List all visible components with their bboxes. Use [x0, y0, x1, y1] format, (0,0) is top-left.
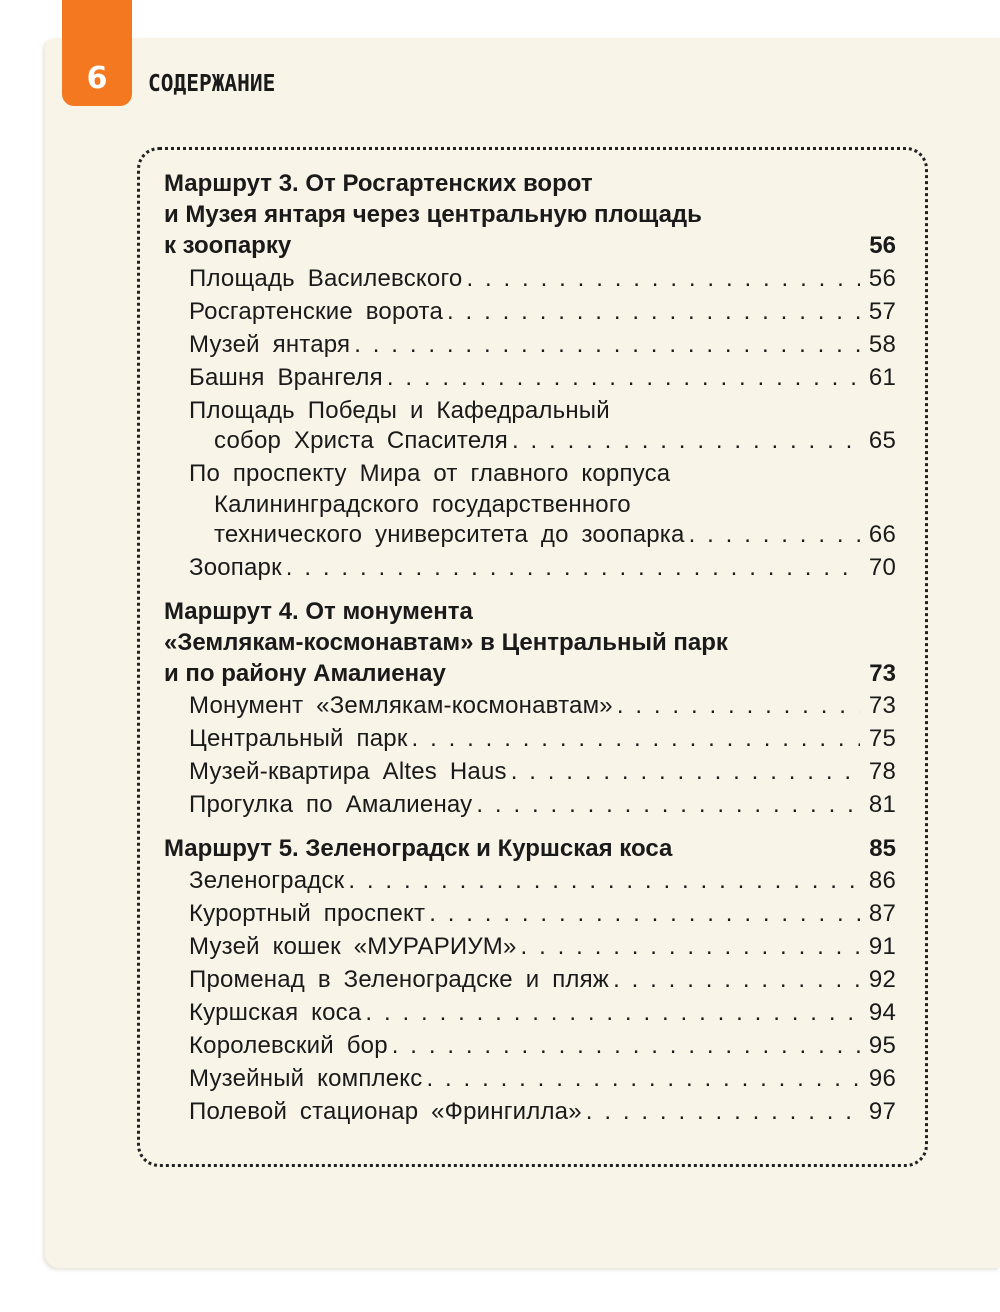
toc-entry-title: Променад в Зеленоградске и пляж	[189, 966, 610, 993]
toc-entry-title: Музейный комплекс	[189, 1065, 423, 1092]
route-title-line: Маршрут 4. От монумента	[164, 597, 473, 625]
route-heading[interactable]	[164, 168, 896, 261]
toc-entry-row	[189, 1064, 896, 1095]
toc-entry-title: Полевой стационар «Фрингилла»	[189, 1098, 582, 1125]
toc-entry-page: 73	[868, 692, 896, 719]
toc-entry-page: 94	[868, 999, 896, 1026]
route-title-line: и по району Амалиенау	[164, 659, 446, 687]
section-title: СОДЕРЖАНИЕ	[148, 71, 276, 97]
toc-entry-row	[189, 790, 896, 821]
route-title-line: Маршрут 5. Зеленоградск и Куршская коса	[164, 834, 673, 862]
toc-entry-page: 57	[868, 297, 896, 325]
toc-entry-title: Прогулка по Амалиенау	[189, 791, 473, 818]
toc-entry-title: Площадь Василевского	[189, 264, 463, 292]
route-title-line: «Землякам-космонавтам» в Центральный парк	[164, 628, 728, 656]
toc-entry-row	[189, 691, 896, 722]
route-page-number: 73	[869, 659, 896, 687]
toc-entry-page: 91	[868, 933, 896, 960]
toc-entry-title: Центральный парк	[189, 725, 408, 752]
toc-entry-row	[189, 866, 896, 897]
dot-leader	[466, 264, 860, 295]
toc-entry[interactable]	[164, 724, 896, 755]
toc-entry-title: Музей-квартира Altes Haus	[189, 758, 507, 785]
toc-entry-page: 95	[868, 1032, 896, 1059]
toc-entry-title: Росгартенские ворота	[189, 297, 444, 325]
toc-entry-title: Курортный проспект	[189, 900, 426, 927]
toc-entry-title: технического университета до зоопарка	[214, 521, 685, 548]
toc-entry[interactable]	[164, 297, 896, 328]
route-title-line: и Музея янтаря через центральную площадь	[164, 201, 702, 228]
page-number: 6	[86, 61, 108, 96]
dot-leader	[286, 553, 860, 584]
toc-entry-row	[189, 330, 896, 361]
dot-leader	[447, 297, 860, 328]
dot-leader	[617, 691, 860, 722]
toc-entry-title: собор Христа Спасителя	[214, 427, 508, 454]
dot-leader	[412, 724, 860, 755]
dot-leader	[689, 520, 860, 551]
toc-entry[interactable]	[164, 691, 896, 722]
route-page-number: 56	[869, 232, 896, 259]
toc-entry-row	[189, 426, 896, 457]
dot-leader	[348, 866, 860, 897]
toc-entry-line: Площадь Победы и Кафедральный	[189, 396, 610, 424]
route-gap	[164, 584, 896, 596]
dot-leader	[521, 932, 860, 963]
toc-entry[interactable]	[164, 998, 896, 1029]
toc-entry-row	[189, 932, 896, 963]
dot-leader	[426, 1064, 860, 1095]
toc-entry[interactable]	[164, 866, 896, 897]
dot-leader	[365, 998, 860, 1029]
dot-leader	[429, 899, 860, 930]
dot-leader	[586, 1097, 860, 1128]
toc-entry-row	[189, 965, 896, 996]
toc-entry-page: 61	[868, 363, 896, 391]
toc-entry-title: Зеленоградск	[189, 867, 345, 894]
toc-entry-row	[189, 363, 896, 394]
toc-entry-row	[189, 757, 896, 788]
toc-entry-page: 65	[868, 427, 896, 454]
toc-entry[interactable]	[164, 459, 896, 551]
toc-entry-row	[189, 264, 896, 295]
toc-entry-line: По проспекту Мира от главного корпуса	[189, 460, 671, 487]
toc-entry[interactable]	[164, 264, 896, 295]
toc-entry-row	[189, 724, 896, 755]
toc-entry-row	[189, 1031, 896, 1062]
toc-entry-row	[189, 1097, 896, 1128]
toc-entry-page: 70	[868, 554, 896, 581]
dot-leader	[511, 757, 860, 788]
page-number-tab	[62, 0, 132, 106]
toc-entry-page: 97	[868, 1098, 896, 1125]
toc-entry[interactable]	[164, 553, 896, 584]
toc-entry-title: Монумент «Землякам-космонавтам»	[189, 692, 613, 719]
toc-entry-row	[189, 520, 896, 551]
toc-entry[interactable]	[164, 330, 896, 361]
toc-entry[interactable]	[164, 396, 896, 457]
toc-entry[interactable]	[164, 932, 896, 963]
toc-entry-title: Королевский бор	[189, 1032, 388, 1059]
toc-entry[interactable]	[164, 965, 896, 996]
table-of-contents	[164, 168, 896, 1128]
toc-entry-row	[189, 998, 896, 1029]
toc-entry-page: 58	[868, 330, 896, 358]
toc-entry-page: 81	[868, 791, 896, 818]
toc-entry-page: 92	[868, 966, 896, 993]
toc-entry-page: 66	[868, 521, 896, 548]
toc-entry-title: Музей янтаря	[189, 330, 351, 358]
toc-entry[interactable]	[164, 1031, 896, 1062]
route-heading[interactable]	[164, 596, 896, 689]
dot-leader	[392, 1031, 860, 1062]
toc-entry[interactable]	[164, 790, 896, 821]
toc-entry[interactable]	[164, 1097, 896, 1128]
toc-entry[interactable]	[164, 899, 896, 930]
toc-entry-row	[189, 297, 896, 328]
route-title-line: к зоопарку	[164, 232, 292, 259]
toc-entry-title: Башня Врангеля	[189, 363, 383, 391]
route-title-line: Маршрут 3. От Росгартенских ворот	[164, 170, 593, 197]
route-page-number: 85	[869, 834, 896, 862]
toc-entry-title: Музей кошек «МУРАРИУМ»	[189, 933, 517, 960]
toc-entry-page: 75	[868, 725, 896, 752]
route-gap	[164, 821, 896, 833]
toc-entry-row	[189, 899, 896, 930]
route-heading[interactable]	[164, 833, 896, 864]
dot-leader	[387, 363, 860, 394]
dot-leader	[613, 965, 860, 996]
toc-entry[interactable]	[164, 1064, 896, 1095]
toc-entry[interactable]	[164, 757, 896, 788]
toc-entry-title: Зоопарк	[189, 554, 282, 581]
toc-entry[interactable]	[164, 363, 896, 394]
dot-leader	[476, 790, 860, 821]
toc-entry-row	[189, 553, 896, 584]
toc-entry-title: Куршская коса	[189, 999, 362, 1026]
dot-leader	[354, 330, 860, 361]
toc-entry-page: 87	[868, 900, 896, 927]
toc-entry-page: 86	[868, 867, 896, 894]
dot-leader	[512, 426, 860, 457]
toc-entry-line: Калининградского государственного	[214, 490, 631, 518]
toc-entry-page: 78	[868, 758, 896, 785]
toc-entry-page: 96	[868, 1065, 896, 1092]
toc-entry-page: 56	[868, 264, 896, 292]
